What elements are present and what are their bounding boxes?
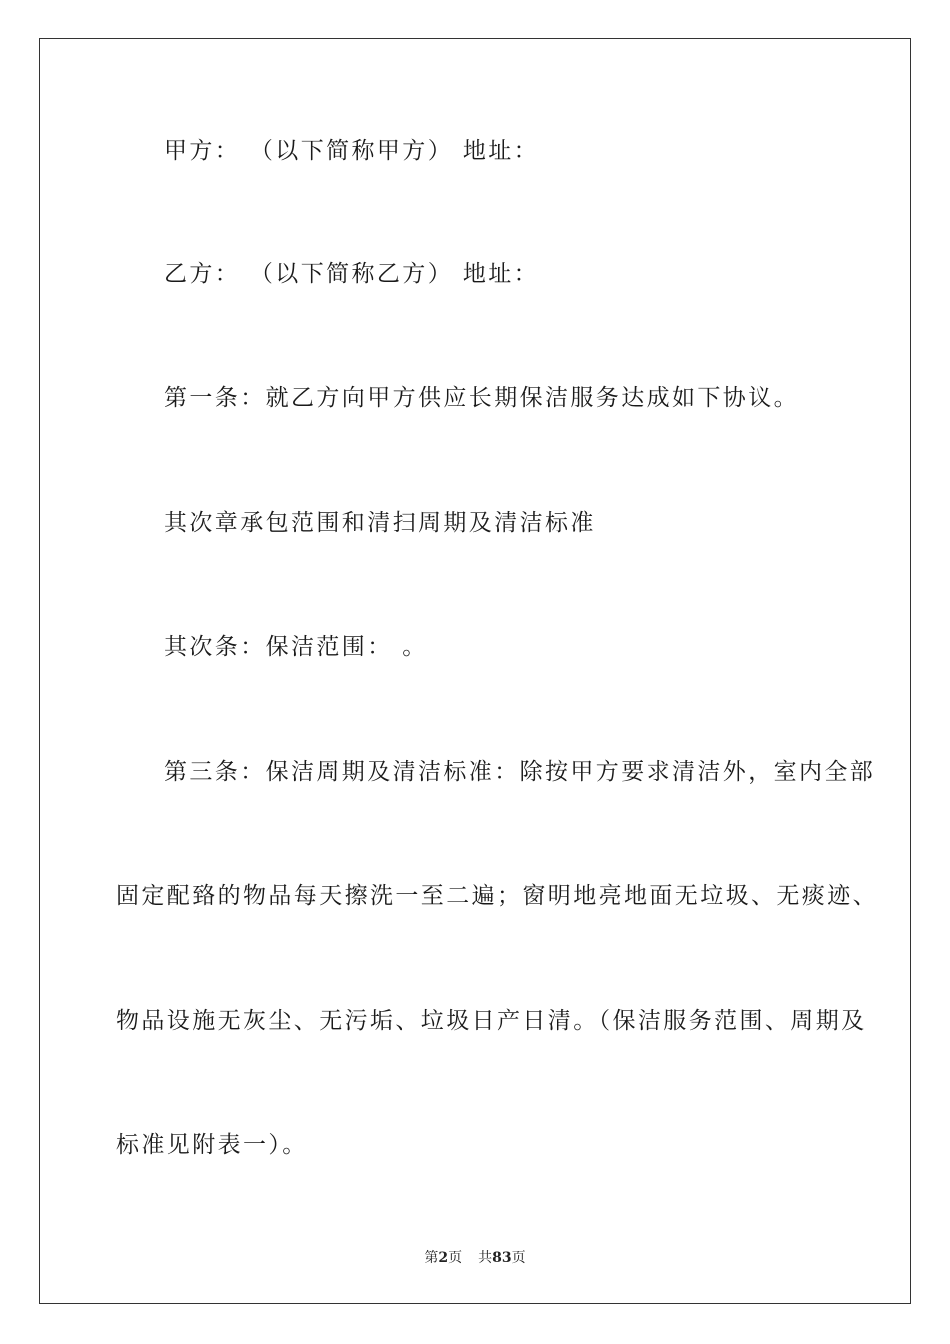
total-prefix: 共: [478, 1250, 493, 1266]
party-b-line: 乙方： （以下简称乙方） 地址：: [164, 261, 540, 287]
article-2: 其次条：保洁范围： 。: [164, 634, 428, 660]
article-3-line-4: 标准见附表一）。: [116, 1132, 308, 1158]
chapter-2-heading: 其次章承包范围和清扫周期及清洁标准: [164, 510, 596, 536]
page-prefix: 第: [424, 1250, 439, 1266]
page-suffix: 页: [448, 1250, 463, 1266]
article-3-line-3: 物品设施无灰尘、无污垢、垃圾日产日清。（保洁服务范围、周期及: [116, 1008, 867, 1034]
page-frame: [39, 38, 911, 1304]
total-suffix: 页: [511, 1250, 526, 1266]
page-number: 2: [438, 1250, 449, 1266]
total-pages: 83: [492, 1250, 512, 1266]
party-a-line: 甲方： （以下简称甲方） 地址：: [164, 138, 540, 164]
article-1: 第一条：就乙方向甲方供应长期保洁服务达成如下协议。: [164, 385, 799, 411]
page-footer: [0, 1247, 950, 1267]
article-3-line-1: 第三条：保洁周期及清洁标准：除按甲方要求清洁外，室内全部: [164, 759, 876, 785]
article-3-line-2: 固定配臵的物品每天擦洗一至二遍；窗明地亮地面无垃圾、无痰迹、: [116, 883, 878, 909]
